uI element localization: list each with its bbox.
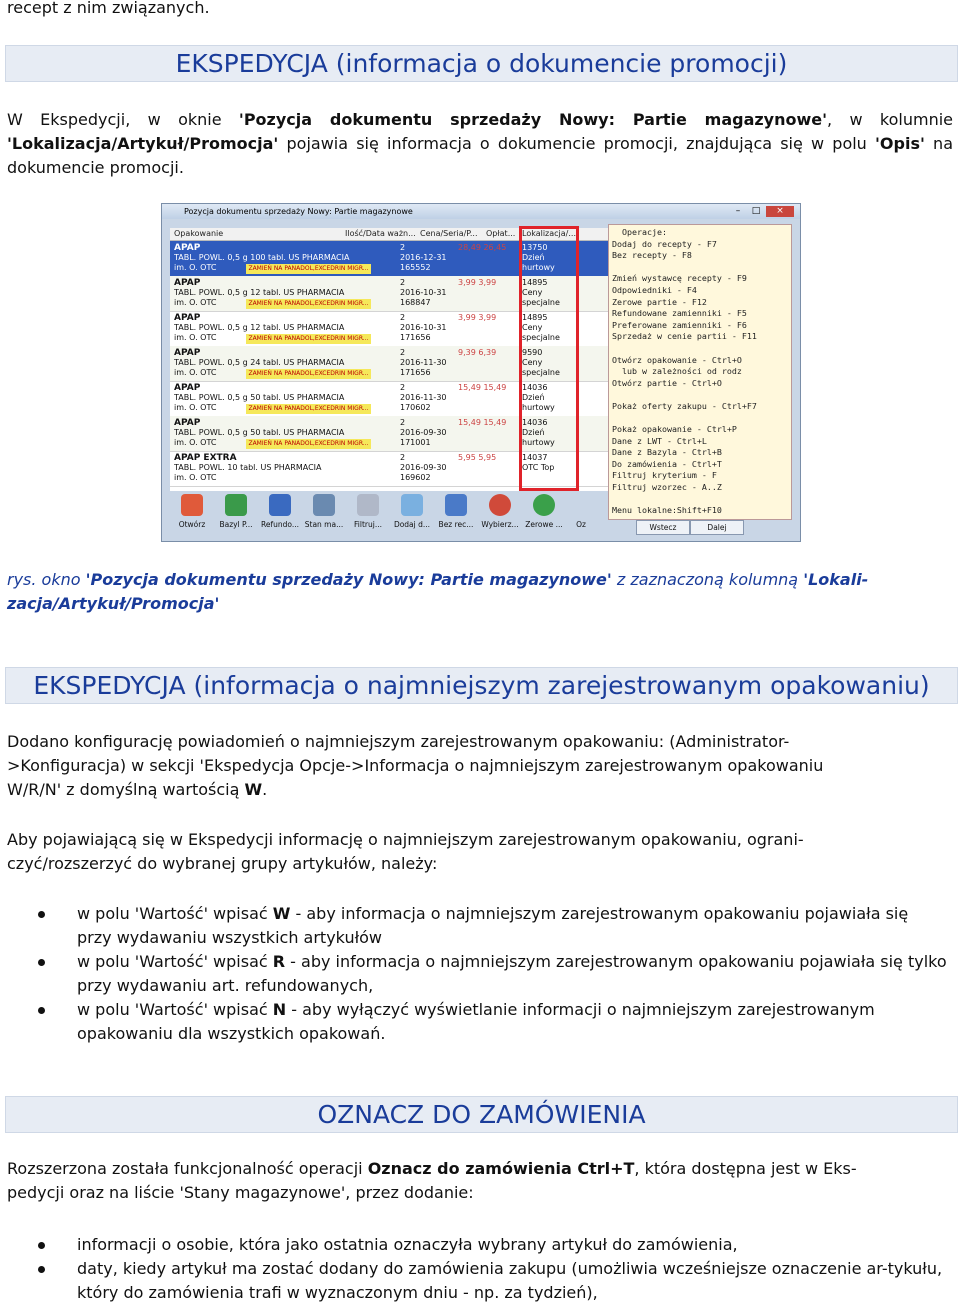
filter-button[interactable]: Filtruj...	[346, 494, 390, 530]
section-heading-smallest-package: EKSPEDYCJA (informacja o najmniejszym zarejestrowanym opakowaniu)	[5, 667, 958, 704]
no-entry-icon	[489, 494, 511, 516]
basket-icon	[445, 494, 467, 516]
bullet-icon	[38, 911, 45, 918]
intro-fragment: recept z nim związanych.	[7, 0, 210, 17]
open-icon	[181, 494, 203, 516]
maximize-icon[interactable]: □	[751, 206, 761, 216]
add-button[interactable]: Dodaj d...	[390, 494, 434, 530]
bullet-icon	[38, 959, 45, 966]
no-prescription-button[interactable]: Bez rec...	[434, 494, 478, 530]
operations-panel: Operacje: Dodaj do recepty - F7 Bez recepty - F8 Zmień wystawcę recepty - F9 Odpowiedniki - F4 Zerowe partie - F12 Refundowane zamienniki - F5 Preferowane zamienniki - F6 Sprzedaż w cenie partii - F11 Otwórz opakowanie - Ctrl+O lub w zależności od rodz Otwórz partie - Ctrl+O Pokaż oferty zakupu - Ctrl+F7 Pokaż opakowanie - Ctrl+P Dane z LWT - Ctrl+L Dane z Bazyla - Ctrl+B Do zamówienia - Ctrl+T Filtruj kryterium - F Filtruj wzorzec - A..Z Menu lokalne:Shift+F10	[608, 224, 792, 520]
highlight-frame	[519, 226, 579, 491]
section-heading-promo-doc: EKSPEDYCJA (informacja o dokumencie promocji)	[5, 45, 958, 82]
col-header[interactable]: Lokalizacja/...	[522, 229, 576, 238]
screenshot-partie-magazynowe	[161, 203, 801, 542]
table-row[interactable]: APAP TABL. POWL. 0,5 g 50 tabl. US PHARMACIA im. O. OTC ZAMIEŃ NA PANADOL,EXCEDRIN MIGR... 2 2016-11-30 170602 15,49 15,49 14036 Dzień hurtowy	[170, 381, 768, 417]
figure-caption: rys. okno 'Pozycja dokumentu sprzedaży Nowy: Partie magazynowe' z zaznaczoną kolumną 'Lokali- zacja/Artykuł/Promocja'	[7, 570, 869, 613]
section3-paragraph: Rozszerzona została funkcjonalność operacji Oznacz do zamówienia Ctrl+T, która dostępna jest w Eks- pedycji oraz na liście 'Stany magazynowe', przez dodanie:	[7, 1159, 857, 1202]
list-item: informacji o osobie, która jako ostatnia oznaczyła wybrany artykuł do zamówienia,	[0, 1233, 947, 1257]
choose-button[interactable]: Wybierz...	[478, 494, 522, 530]
list-item: daty, kiedy artykuł ma zostać dodany do zamówienia zakupu (umożliwia wcześniejsze oznaczenie ar-tykułu, który do zamówienia trafi w wyznaczonym dniu - np. za tydzień),	[0, 1257, 947, 1305]
next-button[interactable]: Dalej	[690, 520, 744, 535]
section2-paragraph2: Aby pojawiającą się w Ekspedycji informację o najmniejszym zarejestrowanym opakowaniu, ograni- czyć/rozszerzyć do wybranej grupy artykułów, należy:	[7, 830, 804, 873]
table-row[interactable]: APAP TABL. POWL. 0,5 g 100 tabl. US PHARMACIA im. O. OTC ZAMIEŃ NA PANADOL,EXCEDRIN MIGR... 2 2016-12-31 165552 28,49 26,45 13750 Dzień hurtowy	[170, 241, 768, 277]
toolbar	[170, 492, 608, 537]
add-document-icon	[401, 494, 423, 516]
minimize-icon[interactable]: –	[735, 206, 741, 216]
window-titlebar	[162, 204, 800, 219]
back-button[interactable]: Wstecz	[636, 520, 690, 535]
col-header[interactable]: Opłat...	[486, 229, 516, 238]
zero-icon	[533, 494, 555, 516]
more-icon	[570, 494, 592, 516]
col-header[interactable]: Opakowanie	[174, 229, 224, 238]
table-row[interactable]: APAP TABL. POWL. 0,5 g 12 tabl. US PHARMACIA im. O. OTC ZAMIEŃ NA PANADOL,EXCEDRIN MIGR... 2 2016-10-31 171656 3,99 3,99 14895 Ceny specjalne	[170, 311, 768, 347]
open-button[interactable]: Otwórz	[170, 494, 214, 530]
section2-paragraph1: Dodano konfigurację powiadomień o najmniejszym zarejestrowanym opakowaniu: (Administrator- >Konfiguracja) w sekcji 'Ekspedycja Opcje->Informacja o najmniejszym zarejestrowanym opakowaniu W/R/N' z domyślną wartością W.	[7, 732, 824, 799]
stock-button[interactable]: Stan ma...	[302, 494, 346, 530]
section2-bullets	[0, 902, 947, 1046]
list-item: w polu 'Wartość' wpisać R - aby informacja o najmniejszym zarejestrowanym opakowaniu pojawiała się tylko przy wydawaniu art. refundowanych,	[0, 950, 947, 998]
table-row[interactable]: APAP EXTRA TABL. POWL. 10 tabl. US PHARMACIA im. O. OTC 2 2016-09-30 169602 5,95 5,95 14037 OTC Top	[170, 451, 768, 487]
bazyl-button[interactable]: Bazyl P...	[214, 494, 258, 530]
list-item: w polu 'Wartość' wpisać N - aby wyłączyć wyświetlanie informacji o najmniejszym zarejestrowanym opakowaniu dla wszystkich opakowań.	[0, 998, 947, 1046]
bullet-icon	[38, 1242, 45, 1249]
col-header[interactable]: Ilość/Data ważn...	[345, 229, 416, 238]
section1-paragraph: W Ekspedycji, w oknie 'Pozycja dokumentu sprzedaży Nowy: Partie magazynowe', w kolumnie 'Lokalizacja/Artykuł/Promocja' pojawia się informacja o dokumencie promocji, znajdująca się w polu 'Opis' na dokumencie promocji.	[7, 110, 954, 177]
close-icon[interactable]: ×	[766, 206, 794, 217]
col-header[interactable]: Cena/Seria/P...	[420, 229, 478, 238]
book-icon	[225, 494, 247, 516]
refund-button[interactable]: Refundo...	[258, 494, 302, 530]
table-row[interactable]: APAP TABL. POWL. 0,5 g 12 tabl. US PHARMACIA im. O. OTC ZAMIEŃ NA PANADOL,EXCEDRIN MIGR... 2 2016-10-31 168847 3,99 3,99 14895 Ceny specjalne	[170, 276, 768, 312]
refund-icon	[269, 494, 291, 516]
more-button[interactable]: Oz	[566, 494, 596, 530]
zero-button[interactable]: Zerowe ...	[522, 494, 566, 530]
stock-icon	[313, 494, 335, 516]
window-title: Pozycja dokumentu sprzedaży Nowy: Partie magazynowe	[184, 207, 413, 216]
table-row[interactable]: APAP TABL. POWL. 0,5 g 50 tabl. US PHARMACIA im. O. OTC ZAMIEŃ NA PANADOL,EXCEDRIN MIGR... 2 2016-09-30 171001 15,49 15,49 14036 Dzień hurtowy	[170, 416, 768, 452]
section3-bullets	[0, 1233, 947, 1305]
bullet-icon	[38, 1007, 45, 1014]
list-item: w polu 'Wartość' wpisać W - aby informacja o najmniejszym zarejestrowanym opakowaniu pojawiała się przy wydawaniu wszystkich artykułów	[0, 902, 947, 950]
section-heading-order-mark: OZNACZ DO ZAMÓWIENIA	[5, 1096, 958, 1133]
bullet-icon	[38, 1266, 45, 1273]
table-row[interactable]: APAP TABL. POWL. 0,5 g 24 tabl. US PHARMACIA im. O. OTC ZAMIEŃ NA PANADOL,EXCEDRIN MIGR... 2 2016-11-30 171656 9,39 6,39 9590 Ceny specjalne	[170, 346, 768, 382]
magnifier-icon	[357, 494, 379, 516]
